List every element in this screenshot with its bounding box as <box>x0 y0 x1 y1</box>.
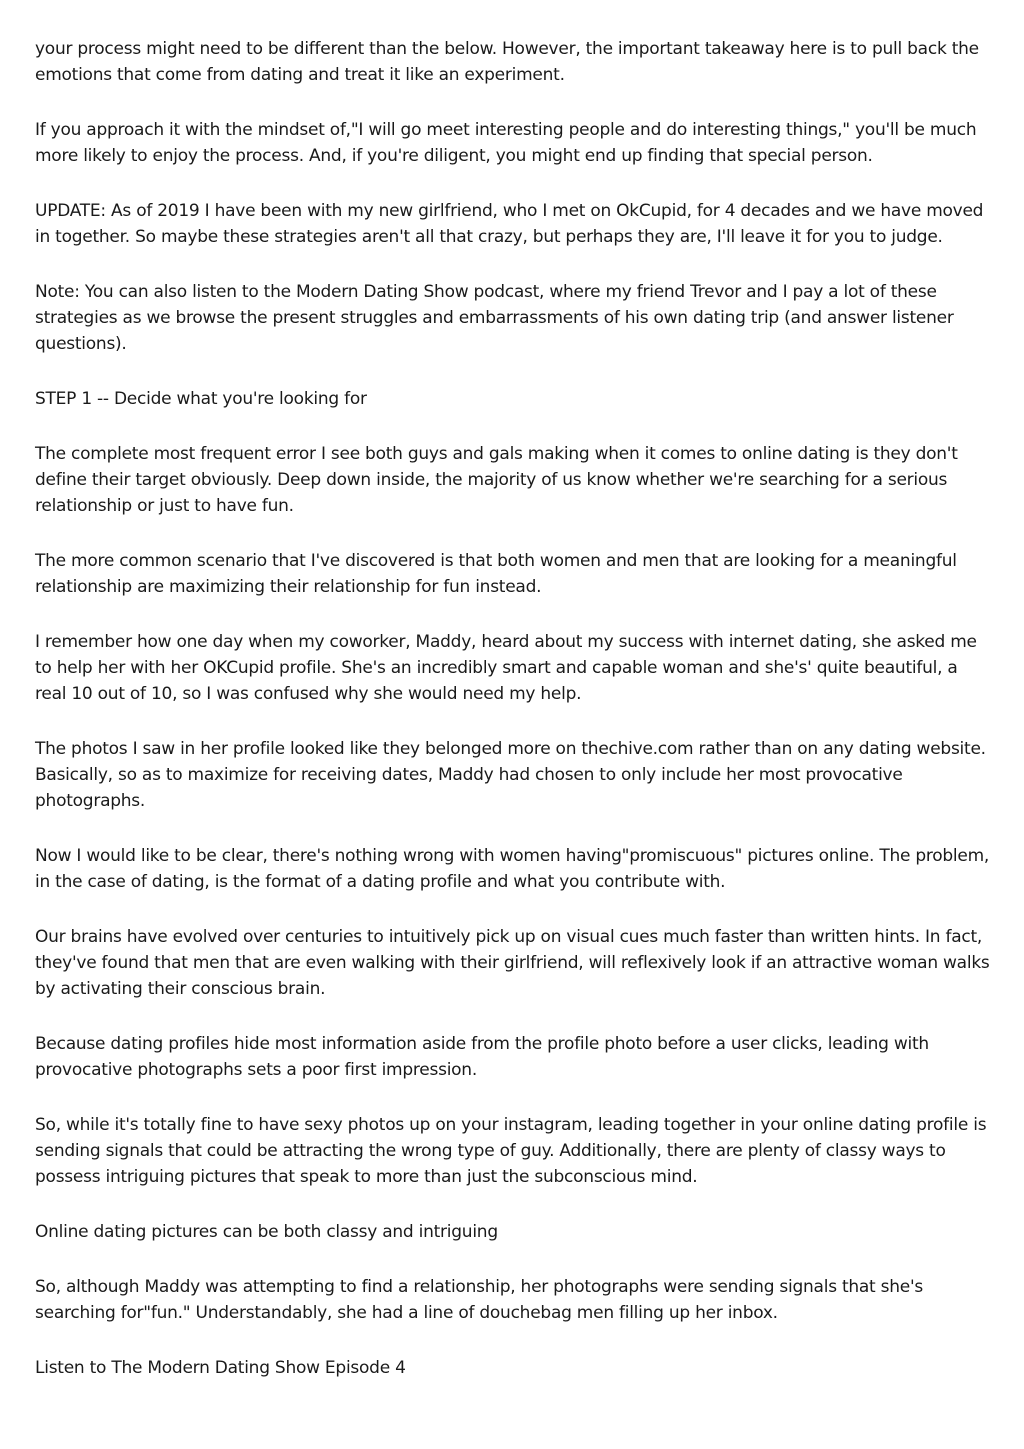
step-1-heading: STEP 1 -- Decide what you're looking for <box>35 389 367 409</box>
paragraph-first-impression: Because dating profiles hide most information aside from the profile photo before a user clicks, leading with provocative photographs sets a poor first impression. <box>35 1034 929 1080</box>
paragraph-photos: The photos I saw in her profile looked like they belonged more on thechive.com rather than on any dating website. Basically, so as to maximize for receiving dates, Maddy had chosen to only include her most provocative photographs. <box>35 739 986 811</box>
listen-episode-line: Listen to The Modern Dating Show Episode 4 <box>35 1358 406 1378</box>
paragraph-update: UPDATE: As of 2019 I have been with my new girlfriend, who I met on OkCupid, for 4 decades and we have moved in together. So maybe these strategies aren't all that crazy, but perhaps they are, I'll leave it for you to judge. <box>35 201 984 247</box>
paragraph-inbox: So, although Maddy was attempting to find a relationship, her photographs were sending signals that she's searching for"fun." Understandably, she had a line of douchebag men filling up her inbox. <box>35 1277 923 1323</box>
paragraph-brains: Our brains have evolved over centuries to intuitively pick up on visual cues much faster than written hints. In fact, they've found that men that are even walking with their girlfriend, will reflexively look if an attractive woman walks by activating their conscious brain. <box>35 927 990 999</box>
paragraph-intro-continued: your process might need to be different than the below. However, the important takeaway here is to pull back the emotions that come from dating and treat it like an experiment. <box>35 39 979 85</box>
paragraph-mindset: If you approach it with the mindset of,"I will go meet interesting people and do interesting things," you'll be much more likely to enjoy the process. And, if you're diligent, you might end up finding that special person. <box>35 120 977 166</box>
paragraph-common-error: The complete most frequent error I see both guys and gals making when it comes to online dating is they don't define their target obviously. Deep down inside, the majority of us know whether we're searching for a serious relationship or just to have fun. <box>35 444 958 516</box>
subheading-classy-pictures: Online dating pictures can be both classy and intriguing <box>35 1222 498 1242</box>
paragraph-maddy-story: I remember how one day when my coworker, Maddy, heard about my success with internet dating, she asked me to help her with her OKCupid profile. She's an incredibly smart and capable woman and she's' quite beautiful, a real 10 out of 10, so I was confused why she would need my help. <box>35 632 977 704</box>
paragraph-common-scenario: The more common scenario that I've discovered is that both women and men that are looking for a meaningful relationship are maximizing their relationship for fun instead. <box>35 551 957 597</box>
paragraph-signals: So, while it's totally fine to have sexy photos up on your instagram, leading together in your online dating profile is sending signals that could be attracting the wrong type of guy. Additionally, there are plenty of classy ways to possess intriguing pictures that speak to more than just the subconscious mind. <box>35 1115 987 1187</box>
paragraph-be-clear: Now I would like to be clear, there's nothing wrong with women having"promiscuous" pictures online. The problem, in the case of dating, is the format of a dating profile and what you contribute with. <box>35 846 990 892</box>
paragraph-note-podcast: Note: You can also listen to the Modern Dating Show podcast, where my friend Trevor and I pay a lot of these strategies as we browse the present struggles and embarrassments of his own dating trip (and answer listener questions). <box>35 282 954 354</box>
document-body <box>35 36 991 1410</box>
